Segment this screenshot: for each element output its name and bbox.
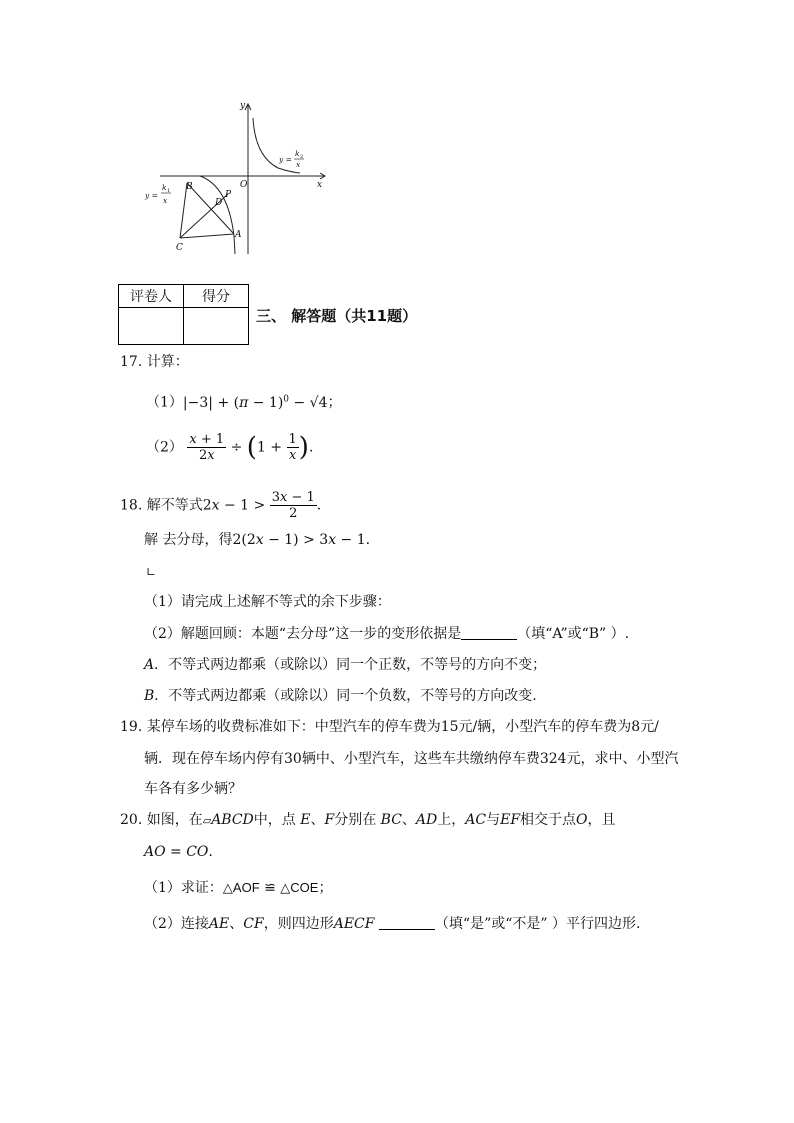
q19-price-mid: 15 <box>440 719 459 735</box>
q20-text-b: 中，点 <box>253 812 296 828</box>
q20-para-name: ABCD <box>211 812 254 828</box>
point-P-label: P <box>225 190 232 200</box>
q18-opt-b-label: B <box>144 688 155 704</box>
q19-text-b: 元/辆，小型汽车的停车费为 <box>458 719 632 735</box>
q20-condition: AO = CO <box>144 844 209 860</box>
q20-cond-end: . <box>208 844 213 860</box>
q19-number: 19. <box>120 719 143 735</box>
curve1-num: k <box>162 183 167 192</box>
congruent-icon: ≌ <box>264 880 276 896</box>
q20-seg-ef: EF <box>500 812 521 828</box>
q19-line2 <box>144 749 679 769</box>
q18-solution <box>144 530 370 550</box>
q17-p1-label: （1） <box>146 394 183 411</box>
q17-p2-label: （2） <box>146 439 183 456</box>
q18-opt-a-label: A <box>144 657 155 673</box>
grader-table <box>118 284 249 345</box>
q17-p2-frac1: $\frac{x + 1}{2x}$ <box>189 432 225 463</box>
curve2-prefix: y = <box>279 155 292 164</box>
q18-answer-blank[interactable] <box>461 625 517 640</box>
q17-number: 17. <box>120 354 143 370</box>
q17-p2-frac2: $\frac{1}{x}$ <box>288 432 297 463</box>
q18-placeholder: ∟ <box>146 565 157 579</box>
q19-price-small: 8 <box>631 719 641 735</box>
q20-seg-ad: AD <box>415 812 438 828</box>
q17-part2: （2） $\frac{x + 1}{2x}$ ÷ (1 + $\frac{1}{x}$ ). <box>146 432 314 463</box>
curve-k2 <box>253 118 300 173</box>
curve2-num: k <box>295 149 300 158</box>
q18-option-b <box>144 686 537 706</box>
origin-label: O <box>240 180 248 190</box>
q20-p2-text-b: ，则四边形 <box>263 916 334 932</box>
q20-point-f: F <box>324 812 335 828</box>
q20-number: 20. <box>120 812 143 828</box>
curve2-sub: 2 <box>300 154 304 160</box>
q20-text-e: 与 <box>486 812 501 828</box>
q20-p2-text-a: （2）连接 <box>144 916 209 932</box>
q18-solution-expr: 2(2x − 1) > 3x − 1. <box>232 532 371 548</box>
segment-CA <box>180 234 234 238</box>
axis-y-label: y <box>240 101 246 111</box>
q20-point-o: O <box>576 812 588 828</box>
curve1-sub: 1 <box>167 188 171 194</box>
q20-point-e: E <box>300 812 311 828</box>
graph-figure <box>140 96 340 261</box>
q20-p1-text: （1）求证： <box>144 880 223 896</box>
q20-text-d: 上， <box>437 812 466 828</box>
q20-p2-text-c: （填“是”或“不是” ）平行四边形. <box>434 916 641 932</box>
q20-text-a: 如图，在 <box>146 812 203 828</box>
q17-part1: $(1)|-3| + (\pi - 1)^0 - √4$； <box>146 394 342 411</box>
q20-line2 <box>144 842 213 862</box>
q18-option-a <box>144 655 546 675</box>
grader-col-reviewer: 评卷人 <box>119 285 184 308</box>
q20-sep1: 、 <box>310 812 325 828</box>
grader-col-score: 得分 <box>184 285 249 308</box>
axis-x-label: x <box>317 180 323 190</box>
q19-text-a: 某停车场的收费标准如下：中型汽车的停车费为 <box>146 719 441 735</box>
q18-solution-prefix: 解 去分母，得 <box>144 532 233 548</box>
q20-answer-blank[interactable] <box>379 915 435 930</box>
q20-seg-ac: AC <box>465 812 487 828</box>
q19-line1 <box>120 717 659 737</box>
q20-sep2: 、 <box>401 812 416 828</box>
point-A-label: A <box>235 230 242 240</box>
q20-seg-cf: CF <box>243 916 264 932</box>
point-B-label: B <box>186 182 193 192</box>
q20-part1 <box>144 878 332 898</box>
q18-number: 18. <box>120 497 143 514</box>
q18-part2 <box>144 624 629 644</box>
curve2-den: x <box>296 160 301 169</box>
q19-text-d: 辆．现在停车场内停有 <box>144 751 284 767</box>
q20-quad: AECF <box>333 916 375 932</box>
q20-triangle-aof: △AOF <box>222 880 260 895</box>
q20-text-g: ，且 <box>587 812 616 828</box>
grader-reviewer-cell[interactable] <box>119 308 184 345</box>
q17-title <box>120 352 189 372</box>
point-D-label: D <box>215 198 223 208</box>
q18-inequality: 2x − 1 > <box>202 497 270 514</box>
q20-triangle-coe: △COE <box>280 880 319 895</box>
q20-part2 <box>144 914 640 934</box>
q20-seg-ae: AE <box>208 916 230 932</box>
q20-seg-bc: BC <box>380 812 402 828</box>
q18-p2-text: （2）解题回顾：本题“去分母”这一步的变形依据是 <box>144 626 462 642</box>
q20-line1 <box>120 810 616 831</box>
q17-stem: 计算： <box>146 354 189 370</box>
q19-text-e: 辆中、小型汽车，这些车共缴纳停车费 <box>301 751 540 767</box>
q20-p1-end: ； <box>318 880 333 896</box>
q18-part1: （1）请完成上述解不等式的余下步骤： <box>144 594 391 610</box>
q20-text-f: 相交于点 <box>520 812 577 828</box>
grader-score-cell[interactable] <box>184 308 249 345</box>
q18-p2-tail: （填“A”或“B” ）. <box>517 626 630 642</box>
q20-text-c: 分别在 <box>334 812 377 828</box>
q18-frac: $\frac{3x - 1}{2}$ <box>271 490 315 521</box>
parallelogram-icon: ▱ <box>202 814 212 827</box>
q20-sep3: 、 <box>229 916 244 932</box>
q18-opt-b-text: ．不等式两边都乘（或除以）同一个负数，不等号的方向改变. <box>154 688 537 704</box>
q18-stem: 18. 解不等式2x − 1 > $\frac{3x - 1}{2}$ . <box>120 490 322 521</box>
q19-count: 30 <box>284 751 302 767</box>
q17-p1-expr: $|-3| + (\pi - 1)^0 - √4$ <box>182 394 328 411</box>
point-C-label: C <box>176 243 183 253</box>
curve1-prefix: y = <box>145 191 158 200</box>
curve1-den: x <box>163 196 168 205</box>
section-title: 三、 解答题（共11题） <box>256 307 418 325</box>
q19-text-f: 元，求中、小型汽 <box>566 751 679 767</box>
q19-total: 324 <box>539 751 567 767</box>
q18-stem-text: 解不等式 <box>146 497 203 514</box>
q18-opt-a-text: ．不等式两边都乘（或除以）同一个正数，不等号的方向不变； <box>154 657 547 673</box>
q19-line3: 车各有多少辆？ <box>144 781 242 797</box>
q19-text-c: 元/ <box>640 719 659 735</box>
